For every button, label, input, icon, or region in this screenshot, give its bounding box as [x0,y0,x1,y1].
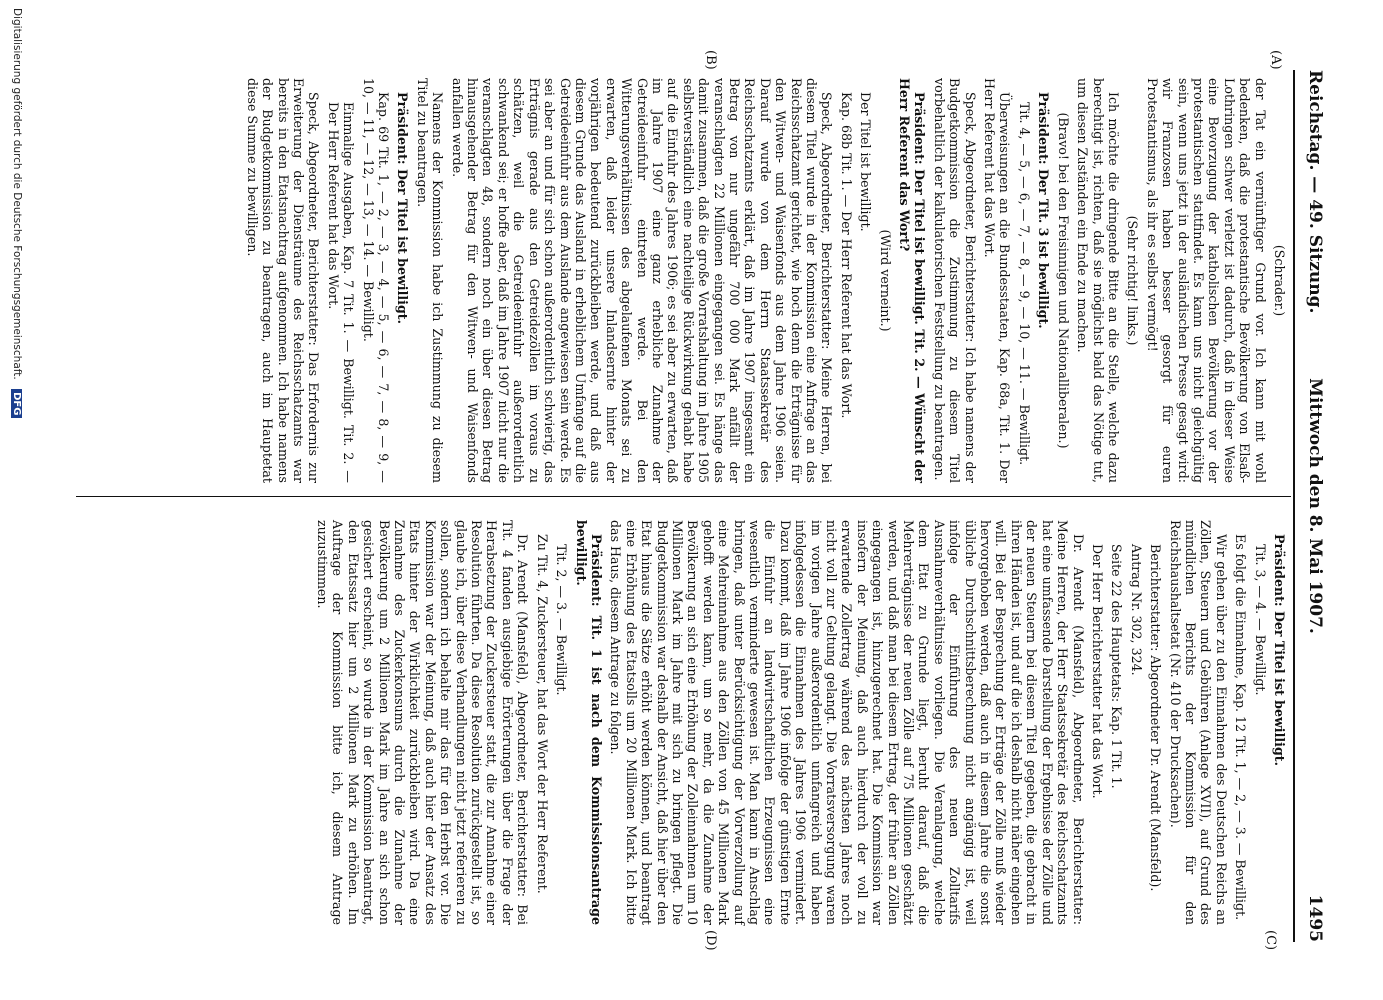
dfg-logo: DFG [11,389,22,418]
paragraph: Speck, Abgeordneter, Berichterstatter: Das Erfordernis zur Erweiterung der Diensträume des Reichsschatzamts war bereits in den Etatsnachtrag aufgenommen. Ich habe namens der Budgetkommission zu beantragen, auch im Hauptetat diese Summe zu bewilligen. [244,78,322,483]
paragraph: Kap. 68b Tit. 1. — Der Herr Referent hat das Wort. [838,92,854,419]
paragraph: Überweisungen an die Bundesstaaten, Kap. 68a, Tit. 1. Der Herr Referent hat das Wort. [982,78,1013,483]
interjection: (Bravo! bei den Freisinnigen und Nationalliberalen.) [1055,112,1071,449]
paragraph: Seite 22 des Hauptetats: Kap. 1 Tit. 1. [1109,544,1125,789]
column-divider [76,496,1291,497]
paragraph: Einmalige Ausgaben, Kap. 7 Tit. 1. — Bewilligt. Tit. 2. — Der Herr Referent hat das Wort. [325,102,357,483]
header-rule [1293,70,1295,942]
header-center: Mittwoch den 8. Mai 1907. [1305,378,1325,634]
header-left: Reichstag. — 49. Sitzung. [1305,70,1325,314]
paragraph: Namens der Kommission habe ich Zustimmung zu diesem Titel zu beantragen. [414,78,446,483]
paragraph: Ich möchte die dringende Bitte an die Stelle, welche dazu berechtigt ist, richten, daß sie möglichst bald das Nötige tut, um diesen Zuständen ein Ende zu machen. [1075,78,1121,483]
paragraph: Dr. Arendt (Mansfeld), Abgeordneter, Berichterstatter: Bei Tit. 4 fanden ausgiebige Erörterungen über die Frage der Herabsetzung der Zuckersteuer statt, die zur Annahme einer Resolution führten. Da diese Resolution zurückgestellt ist, so glaube ich, über diese Verhandlungen nicht jetzt referieren zu sollen, sondern ich behalte mir das für den Herbst vor. Die Kommission war der Meinung, daß auch hier der Ansatz des Etats hinter der Wirklichkeit zurückbleiben wird. Da eine Zunahme des Zuckerkonsums durch die Zunahme der Bevölkerung um 2 Millionen Mark im Jahre an sich schon gesichert erscheint, so wurde in der Kommission beantragt, den Etatssatz hier um 2 Millionen Mark zu erhöhen. Im Auftrage der Kommission bitte ich, diesem Antrage zuzustimmen. [315,520,531,925]
margin-mark-b: (B) [703,50,718,70]
paragraph: Der Titel ist bewilligt. [858,92,874,232]
president-statement: Präsident: Tit. 1 ist nach dem Kommissionsantrage bewilligt. [573,520,604,925]
margin-mark-a: (A) [1268,50,1283,70]
interjection: (Wird verneint.) [877,229,893,332]
paragraph: der Tat ein vernünftiger Grund vor. Ich kann mit wohl bedenken, daß die protestantische Bevölkerung von Elsaß-Lothringen schwer verletzt ist dadurch, daß in dieser Weise eine Bevorzugung der katholischen Bevölkerung vor der protestantischen stattfindet. Es kann uns nicht gleichgültig sein, wenn uns jetzt in der ausländischen Presse gesagt wird: wir Franzosen haben besser gesorgt für euren Protestantismus, als ihr es selbst vermögt! [1144,78,1268,483]
paragraph: Tit. 3, — 4. — Bewilligt. [1252,544,1268,696]
paragraph: Tit. 4, — 5, — 6, — 7, — 8, — 9, — 10, — 11. — Bewilligt. [1016,102,1032,466]
left-column [240,78,1287,483]
section-heading: Wir gehen über zu den Einnahmen des Deutschen Reichs an Zöllen, Steuern und Gebühren (Anlage XVII), auf Grund des mündlichen Berichts der Kommission für den Reichshaushaltsetat (Nr. 410 der Drucksachen). [1167,520,1229,925]
footer [11,8,23,998]
page-header [1297,70,1331,942]
paragraph: Zu Tit. 4, Zuckersteuer, hat das Wort der Herr Referent. [534,534,550,894]
paragraph: Der Herr Berichterstatter hat das Wort. [1089,544,1105,799]
margin-mark-d: (D) [703,930,718,951]
paragraph: Berichterstatter: Abgeordneter Dr. Arendt (Mansfeld). [1148,544,1164,892]
interjection: (Sehr richtig! links.) [1125,215,1141,346]
page-number: 1495 [1305,894,1325,942]
president-statement: Präsident: Der Titel ist bewilligt. Tit. 2. — Wünscht der Herr Referent das Wort? [897,78,928,483]
paragraph: Dr. Arendt (Mansfeld), Abgeordneter, Berichterstatter: Meine Herren, der Herr Staatssekretär des Reichsschatzamts hat eine umfassende Darstellung der Ergebnisse der Zölle und der neuen Steuern bei diesem Titel gegeben, die gebracht in ihren Händen ist, und auf die ich deshalb nicht näher eingehen will. Bei der Besprechung der Erträge der Zölle muß wieder hervorgehoben werden, daß auch in diesem Jahre die sonst übliche Durchschnittsberechnung nicht angängig ist, weil infolge der Einführung des neuen Zolltarifs Ausnahmeverhältnisse vorliegen. Die Veranlagung, welche dem Etat zu Grunde liegt, beruht darauf, daß die Mehrerträgnisse der neuen Zölle auf 75 Millionen geschätzt werden, und daß man bei diesem Ertrag, der früher an Zöllen eingegangen ist, hinzugerechnet hat. Die Kommission war insofern der Meinung, daß auch hierdurch der voll zu erwartende Zollertrag während des nächsten Jahres noch nicht voll zur Geltung gelangt. Die Vorratsversorgung waren im vorigen Jahre außerordentlich umfangreich und haben infolgedessen die Einnahmen des Jahres 1906 vermindert. Dazu kommt, daß im Jahre 1906 infolge der günstigen Ernte die Einfuhr an landwirtschaftlichen Erzeugnissen eine wesentlich verminderte gewesen ist. Man kann in Anschlag bringen, daß unter Berücksichtigung der Vorverzollung auf eine Mehreinnahme aus den Zöllen von 45 Millionen Mark gehofft werden kann, um so mehr, da die Zunahme der Bevölkerung an sich eine Erhöhung der Zolleinnahmen um 10 Millionen Mark im Jahre mit sich zu bringen pflegt. Die Budgetkommission war deshalb der Ansicht, daß hier über den Etat hinaus die Sätze erhöht werden können, und beantragt eine Erhöhung des Etatsolls um 20 Millionen Mark. Ich bitte das Haus, diesem Antrage zu folgen. [608,520,1086,925]
paragraph: Speck, Abgeordneter, Berichterstatter: Ich habe namens der Budgetkommission die Zustimmung zu diesem Titel vorbehaltlich der kalkulatorischen Feststellung zu beantragen. [931,78,978,483]
paragraph: Kap. 69 Tit. 1, — 2, — 3, — 4, — 5, — 6, — 7, — 8, — 9, — 10, — 11, — 12, — 13, — 14. — Bewilligt. [360,78,392,483]
president-statement: Präsident: Der Titel ist bewilligt. [1272,534,1287,766]
paragraph: Es folgt die Einnahme, Kap. 12 Tit. 1, — 2, — 3. — Bewilligt. [1233,534,1249,921]
paragraph: Antrag Nr. 302, 324. [1128,544,1144,676]
president-statement: Präsident: Der Titel ist bewilligt. [395,92,411,324]
paragraph: Tit. 2, — 3. — Bewilligt. [554,544,570,696]
paragraph: Speck, Abgeordneter, Berichterstatter: Meine Herren, bei diesem Titel wurde in der Kommission eine Anfrage an das Reichsschatzamt gerichtet, wie hoch denn die Erträgnisse für den Witwen- und Waisenfonds aus dem Jahre 1906 seien. Darauf wurde von dem Herrn Staatssekretär des Reichsschatzamts erklärt, daß im Jahre 1907 insgesamt ein Betrag von nur ungefähr 700 000 Mark anfällt der veranschlagten 22 Millionen eingegangen sei. Es hänge das damit zusammen, daß die große Vorratshaltung im Jahre 1905 selbstverständlich eine nachteilige Rückwirkung gehabt habe auf die Einfuhr des Jahres 1906; es sei aber zu erwarten, daß im Jahre 1907 eine ganz erhebliche Zunahme der Getreideeinfuhr eintreten werde. Bei den Witterungsverhältnissen des abgelaufenen Monats sei zu erwarten, daß leider unsere Inlandsernte hinter der vorjährigen bedeutend zurückbleiben werde, und daß aus diesem Grunde das Ausland in erheblichem Umfange auf die Getreideeinfuhr aus dem Auslande angewiesen sein werde. Es sei aber an und für sich schon außerordentlich schwierig, das Erträgnis gerade aus den Getreidezöllen im voraus zu schätzen, weil die Getreideeinfuhr außerordentlich schwankend sei; er hoffe aber, daß im Jahre 1907 nicht nur die veranschlagten 48, sondern noch ein über diesen Betrag hinausgehender Betrag für den Witwen- und Waisenfonds anfallen werde. [449,78,835,483]
president-statement: Präsident: Der Tit. 3 ist bewilligt. [1036,92,1052,329]
speaker-tag: (Schrader.) [1272,244,1287,317]
right-column [311,520,1287,925]
footer-text: Digitalisierung gefördert durch die Deutsche Forschungsgemeinschaft. [11,8,23,380]
margin-mark-c: (C) [1263,930,1278,951]
